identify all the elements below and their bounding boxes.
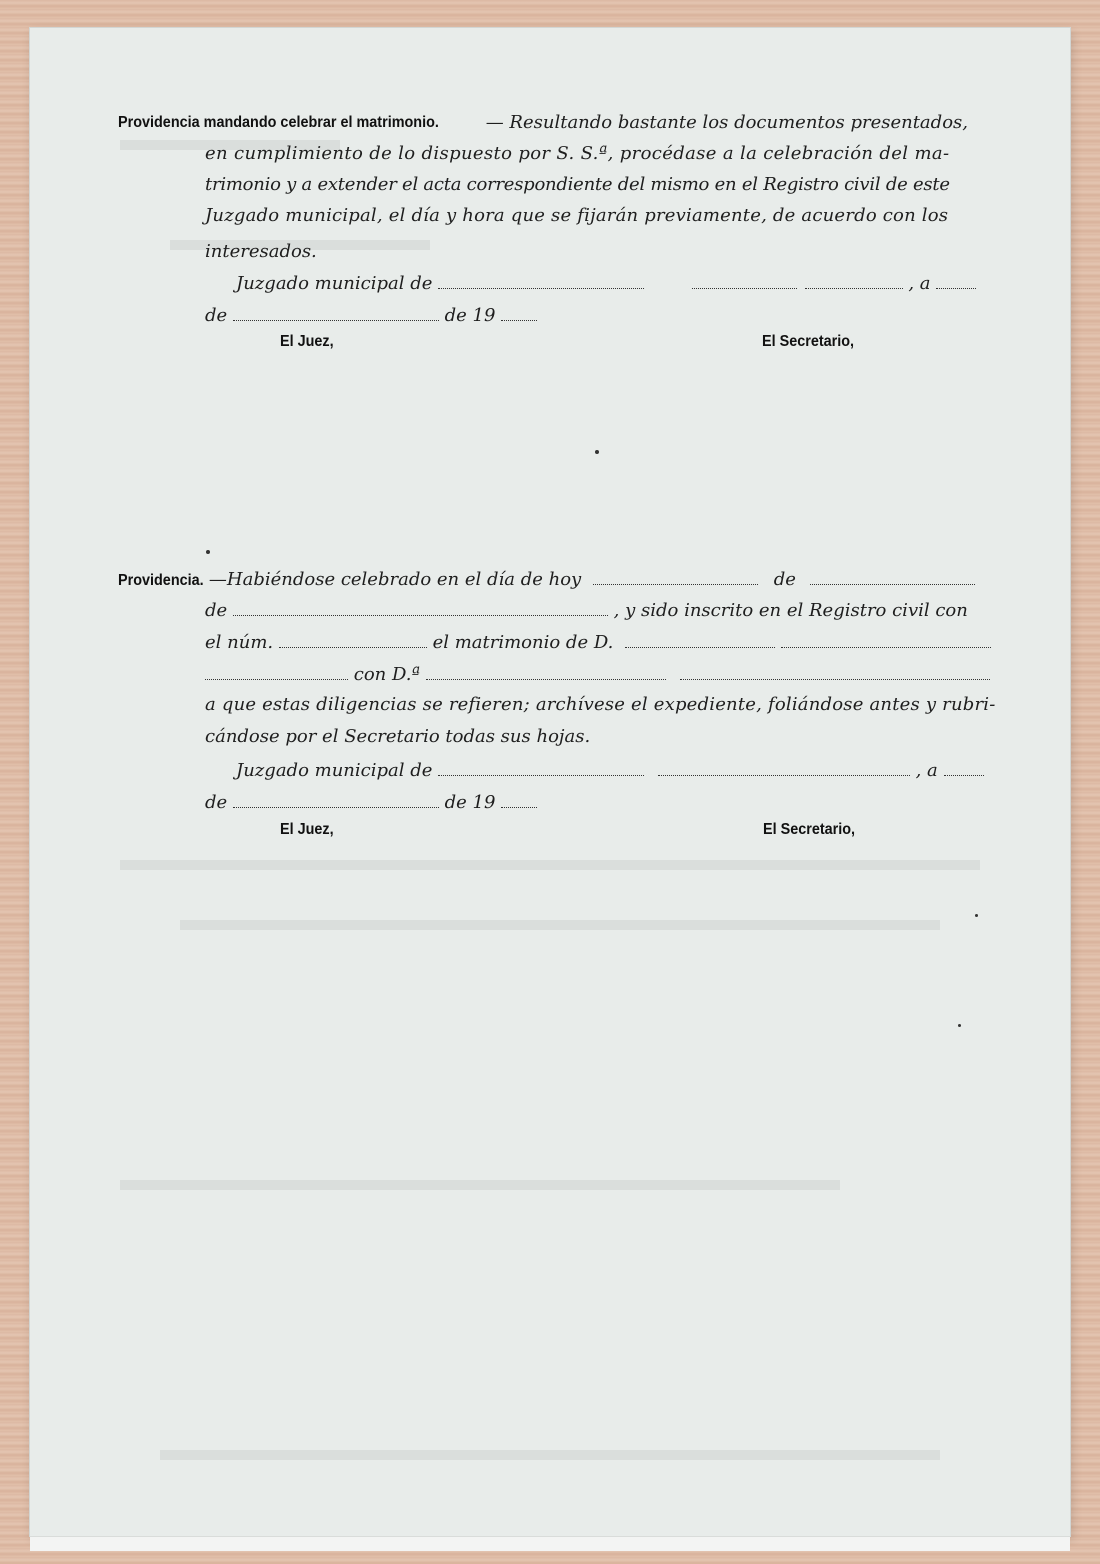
s1-line-3 [205,172,968,198]
s1-comma-a: , a [908,273,931,294]
s1-place-line [236,270,976,296]
s1-line-2 [205,141,968,167]
bleed-through [160,1450,940,1460]
s2-line-1 [118,566,975,592]
s2-de-label: de [205,792,228,813]
s2-de19-label: de 19 [444,792,496,813]
s2-place-field-2[interactable] [658,757,910,776]
s1-text-2: en cumplimiento de lo dispuesto por S. S.ª, procédase a la celebración del ma- [205,143,950,164]
s2-line-6 [205,724,590,750]
s2-year-field[interactable] [233,597,608,616]
s1-secretary-signature: El Secretario, [762,333,855,350]
s2-year-field-2[interactable] [501,789,537,808]
s2-heading: Providencia. [118,572,204,589]
s2-line-5 [205,692,996,718]
s2-line-4 [205,661,990,687]
s2-line-2 [205,597,968,623]
s2-judge-signature: El Juez, [280,821,334,838]
s2-date-line [205,789,537,815]
s1-judge-signature: El Juez, [280,333,334,350]
s2-place-field-1[interactable] [438,757,644,776]
s1-text-4: Juzgado municipal, el día y hora que se fijarán previamente, de acuerdo con los [205,205,949,226]
s2-line2-de: de [205,600,228,621]
s2-groom-field-3[interactable] [205,661,348,680]
s1-text-5: interesados. [205,241,317,262]
s1-day-field[interactable] [936,270,976,289]
s2-groom-field-1[interactable] [625,629,775,648]
s2-line2-rest: , y sido inscrito en el Registro civil con [613,600,968,621]
s2-matrimonio-label: el matrimonio de D. [432,632,614,653]
s1-place-field-1[interactable] [438,270,644,289]
s2-line-3 [205,629,991,655]
s2-bride-field-2[interactable] [680,661,990,680]
s1-place-field-3[interactable] [805,270,903,289]
s1-heading: Providencia mandando celebrar el matrimonio. [118,114,439,131]
s1-line-1 [118,110,968,136]
s2-text-5: a que estas diligencias se refieren; archívese el expediente, foliándose antes y rubri- [205,694,996,715]
s2-comma-a: , a [915,760,938,781]
s2-place-label: Juzgado municipal de [236,760,433,781]
bleed-through [120,1180,840,1190]
s2-text-1: —Habiéndose celebrado en el día de hoy [208,569,582,590]
s1-place-field-2[interactable] [692,270,797,289]
s1-de-label: de [205,305,228,326]
bleed-through [120,860,980,870]
s1-line-5 [205,239,317,265]
s1-de19-label: de 19 [444,305,496,326]
ink-speck [958,1024,961,1027]
s2-con-label: con D.ª [353,664,421,685]
s2-day-field[interactable] [593,566,758,585]
s2-groom-field-2[interactable] [781,629,991,648]
s1-text-1: — Resultando bastante los documentos presentados, [485,112,968,133]
bleed-through [180,920,940,930]
s1-line-4 [205,203,968,229]
s1-text-3: trimonio y a extender el acta correspondiente del mismo en el Registro civil de este [205,174,950,195]
s1-year-field[interactable] [501,302,537,321]
s2-day-field-2[interactable] [944,757,984,776]
s1-date-line [205,302,537,328]
ink-speck [206,550,210,554]
s2-number-field[interactable] [279,629,427,648]
ink-speck [595,450,599,454]
s2-num-label: el núm. [205,632,274,653]
s1-month-field[interactable] [233,302,439,321]
s2-secretary-signature: El Secretario, [763,821,856,838]
s2-month-field[interactable] [810,566,975,585]
s2-place-line [236,757,984,783]
s2-line1-de: de [773,569,796,590]
s1-place-label: Juzgado municipal de [236,273,433,294]
s2-month-field-2[interactable] [233,789,439,808]
ink-speck [975,914,978,917]
sheet-edge [30,1536,1070,1551]
s2-bride-field-1[interactable] [426,661,666,680]
s2-text-6: cándose por el Secretario todas sus hojas. [205,726,591,747]
